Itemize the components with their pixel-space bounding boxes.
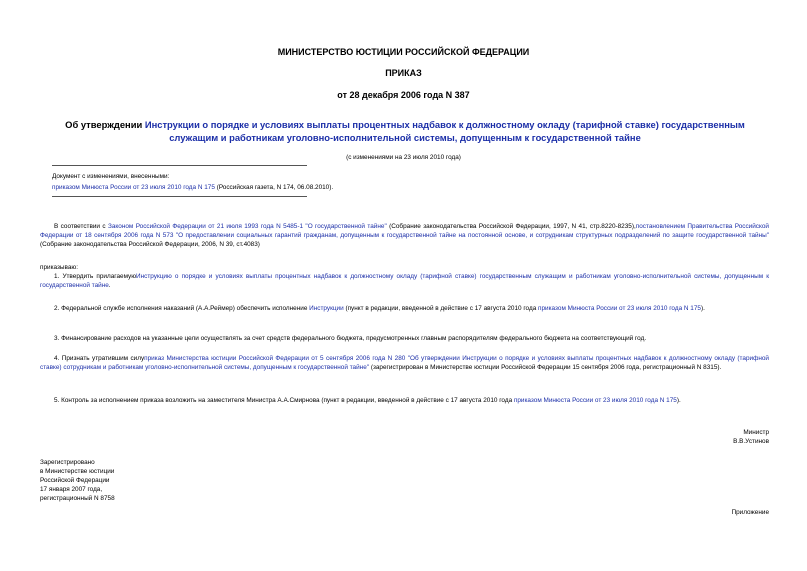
registration-line-1: Зарегистрировано — [40, 459, 95, 466]
item-1-text: 1. Утвердить прилагаемую — [54, 273, 137, 280]
registration-line-3: Российской Федерации — [40, 477, 110, 484]
instruction-title-link[interactable]: Инструкции о порядке и условиях выплаты процентных надбавок к должностному окладу (тарифной ставке) государственным служащим и работникам уголовно-исполнительной системы, допущенным к государственной тайне — [144, 119, 745, 143]
ministry-heading: МИНИСТЕРСТВО ЮСТИЦИИ РОССИЙСКОЙ ФЕДЕРАЦИИ — [277, 47, 530, 57]
item-4-text: 4. Признать утратившим силу — [54, 355, 145, 362]
instruction-link[interactable]: Инструкцию о порядке и условиях выплаты процентных надбавок к должностному окладу (тарифной ставке) государственным служащим и работникам уголовно-исполнительной системы, допущенным к государственной тайне — [40, 273, 770, 289]
item-2-text: 2. Федеральной службе исполнения наказаний (А.А.Реймер) обеспечить исполнение — [54, 305, 310, 312]
state-secret-law-link[interactable]: Законом Российской Федерации от 21 июля 1993 года N 5485-1 "О государственной тайне" — [107, 223, 387, 230]
document-title — [55, 119, 755, 144]
order-word: приказываю: — [40, 264, 78, 271]
item-5-order-link[interactable]: приказом Минюста России от 23 июля 2010 года N 175 — [513, 397, 677, 404]
government-decree-link[interactable]: постановлением Правительства Российской Федерации от 18 сентября 2006 года N 573 "О предоставлении социальных гарантий гражданам, допущенным к государственной тайне на постоянной основе, и сотрудникам структурных подразделений по защите государственной тайны" — [40, 223, 769, 239]
revoked-order-link[interactable]: приказ Министерства юстиции Российской Федерации от 5 сентября 2006 года N 280 "Об утверждении Инструкции о порядке и условиях выплаты процентных надбавок к должностному окладу (тарифной ставке) сотрудникам и работникам уголовно-исполнительной системы, допущенным к государственной тайне" — [40, 355, 769, 371]
signature-block — [733, 428, 769, 446]
registration-line-4: 17 января 2007 года, — [40, 486, 103, 493]
amendments-block — [52, 172, 333, 192]
item-1-end: . — [108, 282, 111, 289]
item-2-end: ). — [700, 305, 705, 312]
title-prefix: Об утверждении — [65, 119, 145, 130]
item-3: 3. Финансирование расходов на указанные цели осуществлять за счет средств федерального бюджета, предусмотренных главным распорядителям федерального бюджета на соответствующий год. — [54, 335, 647, 342]
item-5-text: 5. Контроль за исполнением приказа возложить на заместителя Министра А.А.Смирнова (пункт в редакции, введенной в действие с 17 августа 2010 года — [54, 397, 514, 404]
divider-top — [52, 165, 307, 166]
registration-block — [40, 458, 115, 503]
amendment-source: (Российская газета, N 174, 06.08.2010). — [214, 184, 334, 191]
signature-role: Министр — [743, 429, 769, 436]
item-2-order-link[interactable]: приказом Минюста России от 23 июля 2010 года N 175 — [538, 305, 701, 312]
divider-bottom — [52, 196, 307, 197]
preamble-paragraph — [40, 222, 769, 249]
item-1 — [40, 272, 769, 290]
item-2-text-mid: (пункт в редакции, введенной в действие с 17 августа 2010 года — [343, 305, 539, 312]
appendix-label: Приложение — [731, 509, 769, 516]
registration-line-2: в Министерстве юстиции — [40, 468, 115, 475]
item-5 — [40, 396, 769, 405]
item-5-end: ). — [676, 397, 681, 404]
signature-name: В.В.Устинов — [733, 438, 769, 445]
amendments-heading: Документ с изменениями, внесенными: — [52, 173, 170, 180]
registration-line-5: регистрационный N 8758 — [40, 495, 115, 502]
amendment-order-link[interactable]: приказом Минюста России от 23 июля 2010 года N 175 — [52, 184, 215, 191]
item-2 — [40, 304, 769, 313]
preamble-text-3: (Собрание законодательства Российской Федерации, 2006, N 39, ст.4083) — [40, 241, 260, 248]
instruction-short-link[interactable]: Инструкции — [309, 305, 344, 312]
item-4-end: (зарегистрирован в Министерстве юстиции Российской Федерации 15 сентября 2006 года, регистрационный N 8315). — [369, 364, 722, 371]
item-4 — [40, 354, 769, 372]
changes-note: (с изменениями на 23 июля 2010 года) — [346, 154, 461, 161]
preamble-text-2: (Собрание законодательства Российской Федерации, 1997, N 41, стр.8220-8235), — [386, 223, 636, 230]
order-date: от 28 декабря 2006 года N 387 — [337, 90, 470, 100]
preamble-text-1: В соответствии с — [54, 223, 108, 230]
order-heading: ПРИКАЗ — [385, 68, 422, 78]
amendments-line — [52, 183, 333, 192]
